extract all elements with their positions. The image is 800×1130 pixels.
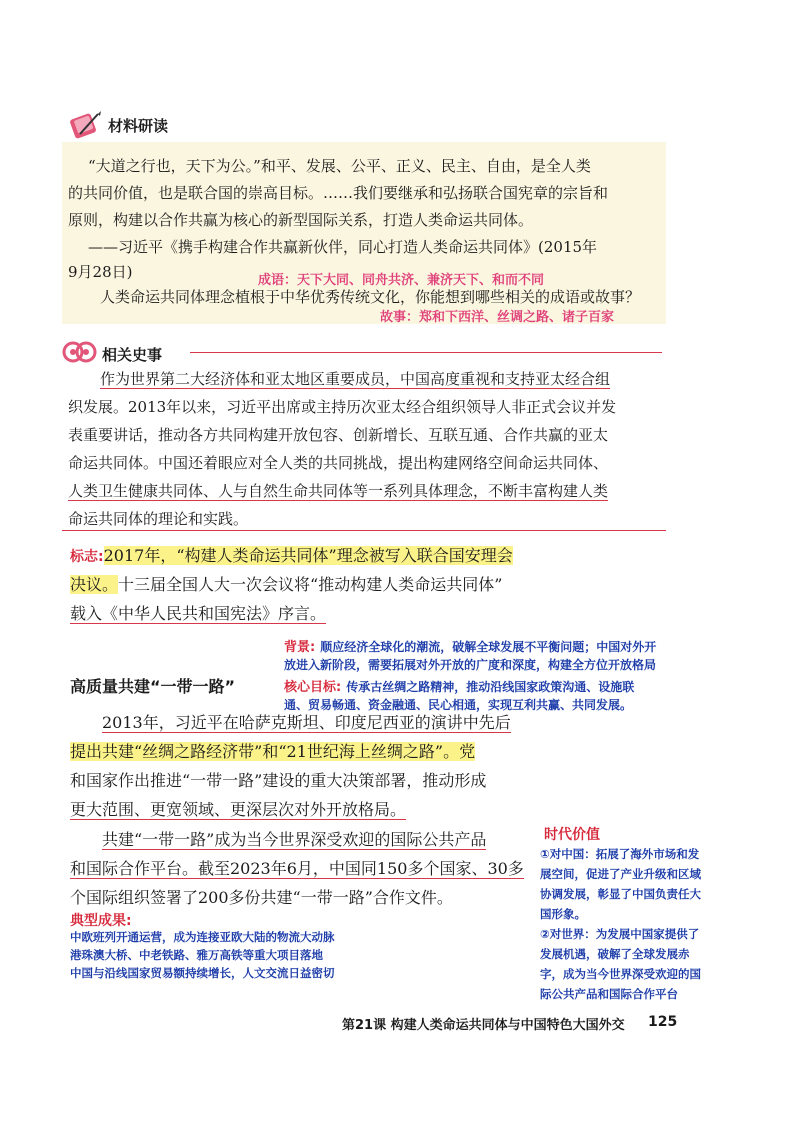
section-title-material: 材料研读 [108, 117, 169, 135]
era-value-line: 际公共产品和国际合作平台 [540, 987, 678, 1001]
result-item: 中国与沿线国家贸易额持续增长，人文交流日益密切 [70, 966, 335, 980]
note-goal-cont: 通、贸易畅通、资金融通、民心相通，实现互利共赢、共同发展。 [284, 698, 633, 712]
footer-lesson-title: 第21课 构建人类命运共同体与中国特色大国外交 [342, 1018, 625, 1033]
history-line: 人类卫生健康共同体、人与自然生命共同体等一系列具体理念，不断丰富构建人类 [68, 482, 609, 500]
history-line: 表重要讲话，推动各方共同构建开放包容、创新增长、互联互通、合作共赢的亚太 [68, 426, 609, 444]
quote-line: 的共同价值，也是联合国的崇高目标。……我们要继承和弘扬联合国宪章的宗旨和 [68, 184, 609, 202]
results-label: 典型成果: [70, 913, 132, 929]
quote-line: “大道之行也，天下为公。”和平、发展、公平、正义、民主、自由，是全人类 [88, 157, 591, 175]
history-scroll-icon [62, 338, 98, 366]
history-line: 作为世界第二大经济体和亚太地区重要成员，中国高度重视和支持亚太经合组 [100, 370, 611, 388]
note-goal: 核心目标: 传承古丝绸之路精神，推动沿线国家政策沟通、设施联 [284, 680, 635, 695]
question-text: 人类命运共同体理念植根于中华优秀传统文化，你能想到哪些相关的成语或故事？ [100, 288, 641, 306]
era-value-line: 发展机遇，破解了全球发展赤 [540, 947, 690, 961]
era-value-label: 时代价值 [544, 827, 600, 843]
note-background-cont: 放进入新阶段，需要拓展对外开放的广度和深度，构建全方位开放格局 [284, 658, 657, 672]
marker-line: 标志:2017年，“构建人类命运共同体”理念被写入联合国安理会 [70, 546, 513, 565]
quote-line: 原则，构建以合作共赢为核心的新型国际关系，打造人类命运共同体。 [68, 211, 534, 229]
marker-line: 决议。十三届全国人大一次会议将“推动构建人类命运共同体” [70, 575, 503, 594]
belt-road-line: 更大范围、更宽领域、更深层次对外开放格局。 [70, 800, 407, 819]
quote-source: ——习近平《携手构建合作共赢新伙伴，同心打造人类命运共同体》(2015年 [88, 238, 598, 256]
book-pen-icon [68, 108, 104, 142]
belt-road-line: 提出共建“丝绸之路经济带”和“21世纪海上丝绸之路”。党 [70, 742, 476, 761]
result-item: 中欧班列开通运营，成为连接亚欧大陆的物流大动脉 [70, 930, 335, 944]
result-item: 港珠澳大桥、中老铁路、雅万高铁等重大项目落地 [70, 948, 323, 962]
quote-source-date: 9月28日) [68, 263, 133, 281]
divider [62, 530, 666, 531]
era-value-line: 字，成为当今世界深受欢迎的国 [540, 967, 701, 981]
era-value-line: 国形象。 [540, 907, 586, 921]
note-background: 背景: 顺应经济全球化的潮流，破解全球发展不平衡问题；中国对外开 [284, 640, 657, 655]
page-number: 125 [648, 1014, 678, 1030]
era-value-line: 协调发展，彰显了中国负责任大 [540, 887, 701, 901]
belt-road-line: 和国际合作平台。截至2023年6月，中国同150多个国家、30多 [70, 859, 524, 878]
history-line: 命运共同体。中国还着眼应对全人类的共同挑战，提出构建网络空间命运共同体、 [68, 454, 609, 472]
note-stories: 故事：郑和下西洋、丝调之路、诸子百家 [380, 310, 615, 325]
belt-road-line: 和国家作出推进“一带一路”建设的重大决策部署，推动形成 [70, 771, 487, 790]
belt-road-line: 个国际组织签署了200多份共建“一带一路”合作文件。 [70, 888, 453, 907]
belt-road-line: 共建“一带一路”成为当今世界深受欢迎的国际公共产品 [102, 830, 487, 849]
marker-line: 载入《中华人民共和国宪法》序言。 [70, 604, 327, 623]
era-value-line: ①对中国：拓展了海外市场和发 [540, 847, 700, 861]
note-idioms: 成语：天下大同、同舟共济、兼济天下、和而不同 [258, 273, 545, 288]
section-title-belt-road: 高质量共建“一带一路” [70, 677, 236, 696]
history-line: 织发展。2013年以来，习近平出席或主持历次亚太经合组织领导人非正式会议并发 [68, 398, 617, 416]
history-line: 命运共同体的理论和实践。 [68, 510, 249, 528]
era-value-line: ②对世界：为发展中国家提供了 [540, 927, 700, 941]
era-value-line: 展空间，促进了产业升级和区域 [540, 867, 701, 881]
belt-road-line: 2013年，习近平在哈萨克斯坦、印度尼西亚的演讲中先后 [102, 713, 511, 732]
section-title-history: 相关史事 [102, 346, 163, 364]
divider [190, 352, 662, 353]
